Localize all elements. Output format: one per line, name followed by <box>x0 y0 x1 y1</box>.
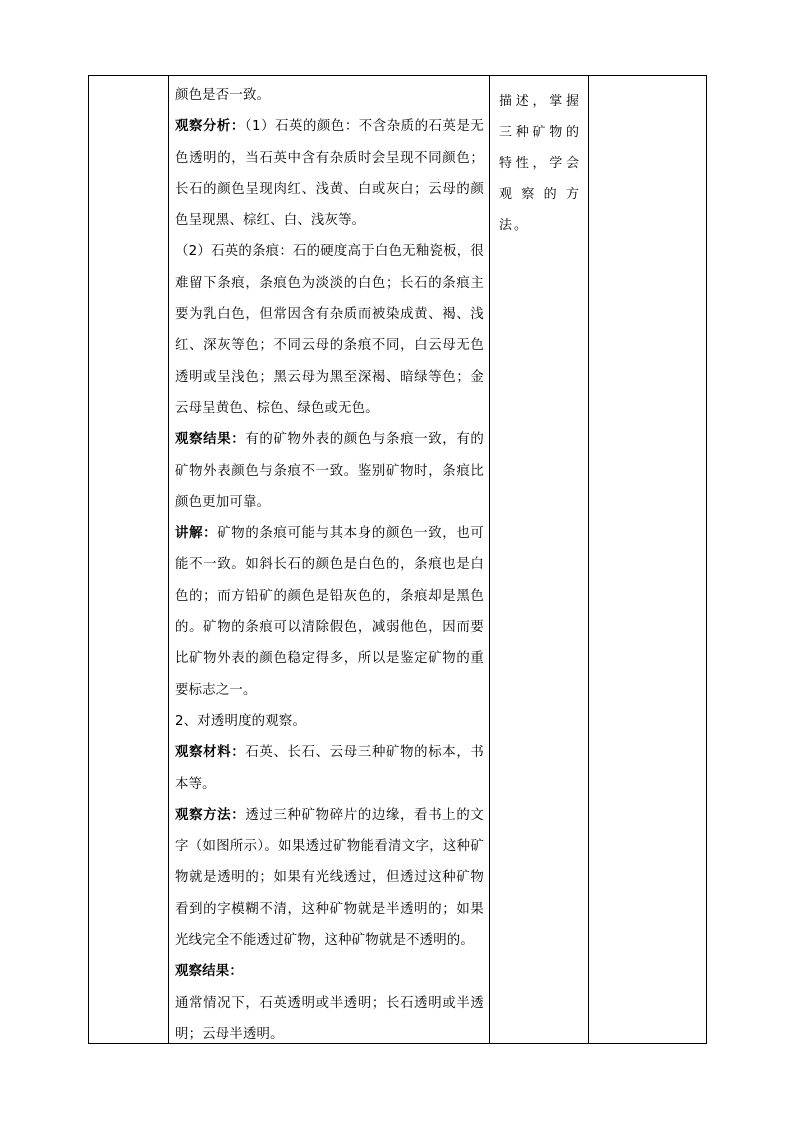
label-observation-method: 观察方法： <box>175 807 246 823</box>
paragraph-observation-materials: 观察材料：石英、长石、云母三种矿物的标本，书本等。 <box>175 745 485 792</box>
label-observation-result: 观察结果： <box>175 432 246 448</box>
label-explanation: 讲解： <box>175 526 218 542</box>
paragraph-streak-analysis: （2）石英的条痕：石的硬度高于白色无釉瓷板，很难留下条痕，条痕色为淡淡的白色；长石的条痕主要为乳白色，但常因含有杂质而被染成黄、褐、浅红、深灰等色；不同云母的条痕不同，白云母无色透明或呈浅色；黑云母为黑至深褐、暗绿等色；金云母呈黄色、棕色、绿色或无色。 <box>175 244 484 416</box>
paragraph-explanation: 讲解：矿物的条痕可能与其本身的颜色一致，也可能不一致。如斜长石的颜色是白色的，条痕也是白色的；而方铅矿的颜色是铅灰色的，条痕却是黑色的。矿物的条痕可以清除假色，减弱他色，因而要比矿物外表的颜色稳定得多，所以是鉴定矿物的重要标志之一。 <box>175 526 484 698</box>
paragraph-observation-result-2 <box>175 956 484 987</box>
label-observation-materials: 观察材料： <box>175 745 246 761</box>
label-observation-analysis: 观察分析： <box>175 119 245 135</box>
paragraph-observation-result: 观察结果：有的矿物外表的颜色与条痕一致，有的矿物外表颜色与条痕不一致。鉴别矿物时，条痕比颜色更加可靠。 <box>175 432 485 510</box>
paragraph-transparency-result: 通常情况下，石英透明或半透明；长石透明或半透明；云母半透明。 <box>175 995 484 1042</box>
paragraph-transparency-heading: 2、对透明度的观察。 <box>175 713 307 729</box>
label-observation-result-2: 观察结果： <box>175 964 243 980</box>
lesson-table <box>88 75 707 1044</box>
paragraph-color-consistency: 颜色是否一致。 <box>175 88 271 103</box>
intent-column <box>491 76 589 1043</box>
content-column <box>169 76 490 1043</box>
side-note: 描述，掌握三种矿物的特性，学会观察的方法。 <box>499 94 581 233</box>
paragraph-observation-method: 观察方法：透过三种矿物碎片的边缘，看书上的文字（如图所示）。如果透过矿物能看清文字，这种矿物就是透明的；如果有光线透过，但透过这种矿物看到的字模糊不清，这种矿物就是半透明的；如果光线完全不能透过矿物，这种矿物就是不透明的。 <box>175 807 485 949</box>
paragraph-observation-analysis: 观察分析：（1）石英的颜色：不含杂质的石英是无色透明的，当石英中含有杂质时会呈现不同颜色；长石的颜色呈现肉红、浅黄、白或灰白；云母的颜色呈现黑、棕红、白、浅灰等。 <box>175 119 485 229</box>
